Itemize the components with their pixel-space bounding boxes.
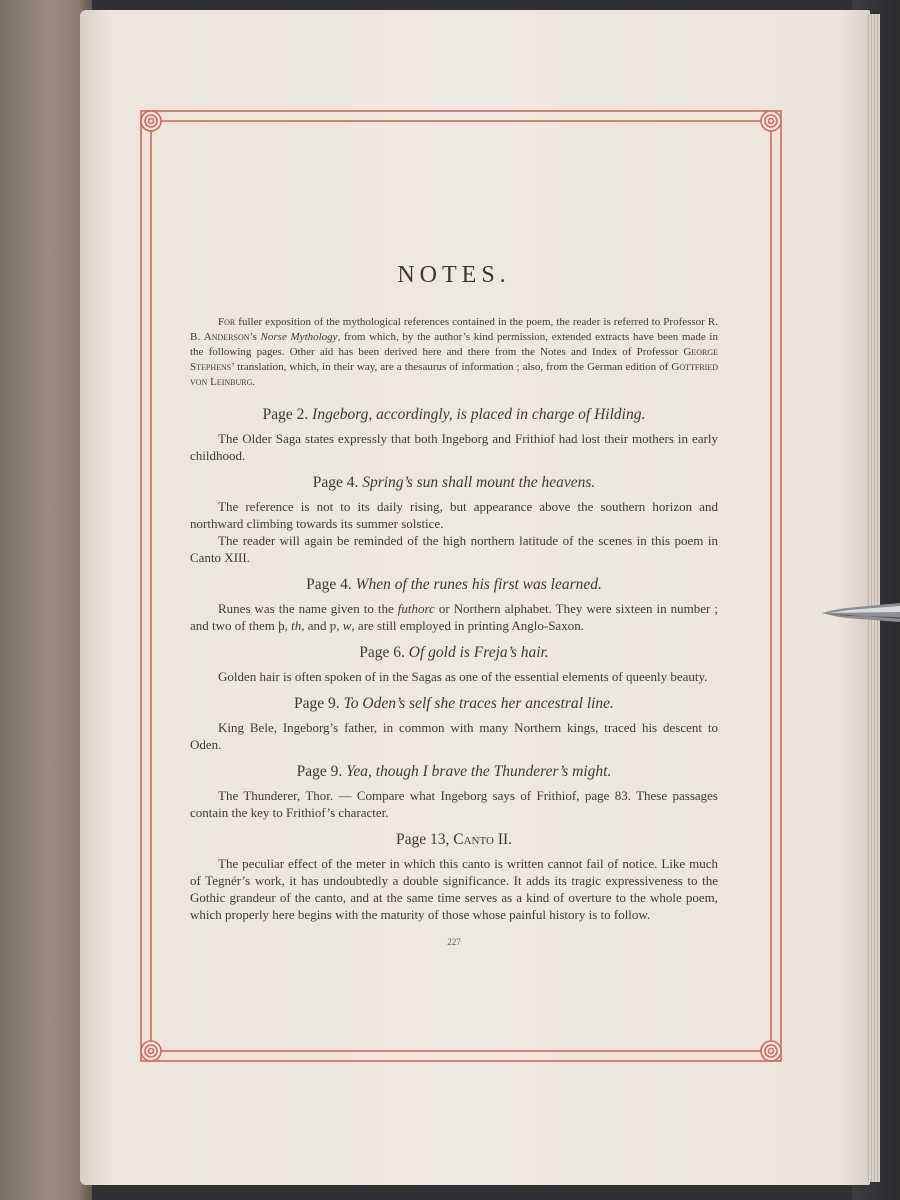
note-paragraph: Golden hair is often spoken of in the Sagas as one of the essential elements of queenly beauty.	[218, 669, 708, 684]
page-title: NOTES.	[397, 262, 511, 288]
note-page-ref: Page 13,	[395, 831, 450, 848]
note-paragraph: The Older Saga states expressly that both Ingeborg and Frithiof had lost their mothers in early childhood.	[190, 431, 718, 463]
note-page-ref: Page 9.	[296, 763, 343, 780]
note-heading	[190, 474, 718, 492]
note-paragraph: The reader will again be reminded of the high northern latitude of the scenes in this poem in Canto XIII.	[190, 533, 718, 565]
note-phrase: When of the runes his first was learned.	[355, 576, 602, 593]
runes-th: th	[291, 618, 302, 633]
runes-text-d: , are still employed in printing Anglo-Saxon.	[351, 618, 584, 633]
note-heading	[190, 406, 718, 424]
note-phrase: Of gold is Freja’s hair.	[408, 644, 549, 661]
intro-lead: For	[218, 316, 236, 328]
corner-scroll-bottom-right	[761, 1041, 781, 1061]
runes-futhorc: futhorc	[397, 601, 435, 616]
corner-scroll-bottom-left	[141, 1041, 161, 1061]
note-heading	[190, 763, 718, 781]
intro-author-1: Anderson	[203, 331, 250, 343]
note-page-ref: Page 2.	[262, 406, 309, 423]
note-phrase: Spring’s sun shall mount the heavens.	[362, 474, 596, 491]
page-number: 227	[447, 937, 461, 947]
corner-scroll-top-left	[141, 111, 161, 131]
intro-text-1: fuller exposition of the mythological references contained in the poem, the reader is referred to Professor R. B.	[190, 316, 718, 343]
note-heading	[190, 644, 718, 662]
note-page-ref: Page 4.	[312, 474, 359, 491]
runes-w: w	[342, 618, 352, 633]
intro-book-title: Norse Mythology	[260, 331, 338, 343]
note-phrase: Canto II.	[453, 831, 513, 848]
note-phrase: Ingeborg, accordingly, is placed in charge of Hilding.	[312, 406, 646, 423]
intro-author-2: George Stephens	[190, 346, 718, 373]
intro-text-3: , from which, by the author’s kind permission, extended extracts have been made in the following pages. Other aid has been derived here and there from the Notes and Index of Professor	[190, 331, 718, 358]
note-page-ref: Page 9.	[294, 695, 340, 712]
note-page-ref: Page 6.	[359, 644, 405, 661]
notes-content	[190, 262, 718, 947]
note-paragraph: King Bele, Ingeborg’s father, in common with many Northern kings, traced his descent to Oden.	[190, 720, 718, 752]
corner-scroll-top-right	[761, 111, 781, 131]
note-paragraph-runes	[190, 600, 718, 634]
note-phrase: Yea, though I brave the Thunderer’s might.	[346, 763, 612, 780]
intro-text-2: ’s	[249, 331, 261, 343]
intro-paragraph	[190, 315, 718, 390]
note-paragraph: The peculiar effect of the meter in which this canto is written cannot fail of notice. Like much of Tegnér’s work, it has undoubtedly a double significance. It adds its tragic expressiveness to the Gothic grandeur of the canto, and at the same time serves as a kind of overture to the whole poem, which properly here begins with the maturity of those whose painful history is to follow.	[190, 856, 718, 922]
note-phrase: To Oden’s self she traces her ancestral line.	[343, 695, 614, 712]
runes-text-a: Runes was the name given to the	[218, 601, 398, 616]
note-paragraph: The Thunderer, Thor. — Compare what Ingeborg says of Frithiof, page 83. These passages contain the key to Frithiof’s character.	[190, 788, 718, 820]
runes-text-c: , and ƿ,	[301, 618, 343, 633]
note-heading	[190, 695, 718, 713]
intro-author-3: Gottfried von Leinburg	[190, 361, 718, 388]
note-heading	[190, 576, 718, 594]
runes-text-b: or Northern alphabet. They were sixteen in number ; and two of them þ,	[190, 601, 718, 633]
note-heading	[190, 831, 718, 849]
intro-text-5: .	[252, 376, 256, 388]
intro-text-4: ’ translation, which, in their way, are a thesaurus of information ; also, from the German edition of	[231, 361, 672, 373]
note-paragraph: The reference is not to its daily rising, but appearance above the southern horizon and northward climbing towards its summer solstice.	[190, 499, 718, 531]
note-page-ref: Page 4.	[306, 576, 352, 593]
page-pointer-pen	[816, 597, 900, 627]
